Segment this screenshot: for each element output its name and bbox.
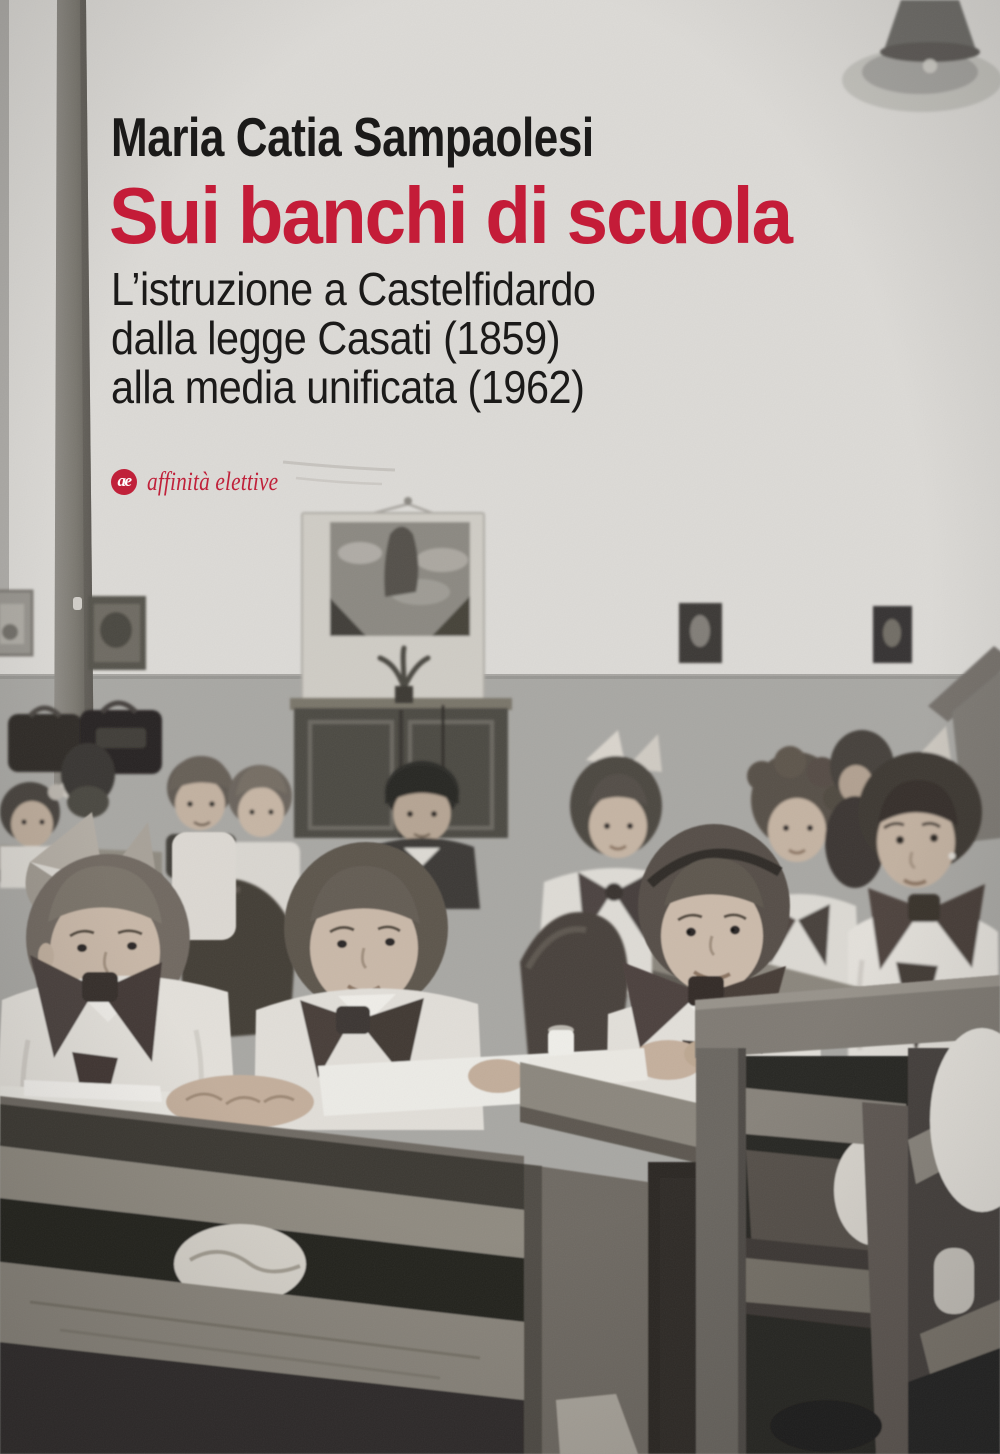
subtitle-line-2: dalla legge Casati (1859)	[111, 312, 561, 364]
publisher-monogram-icon: ae	[111, 469, 137, 495]
subtitle-line-1: L’istruzione a Castelfidardo	[111, 263, 596, 315]
author-name: Maria Catia Sampaolesi	[111, 106, 594, 168]
book-title: Sui banchi di scuola	[109, 171, 792, 260]
subtitle-line-3: alla media unificata (1962)	[111, 361, 585, 413]
publisher-name: affinità elettive	[147, 467, 279, 496]
